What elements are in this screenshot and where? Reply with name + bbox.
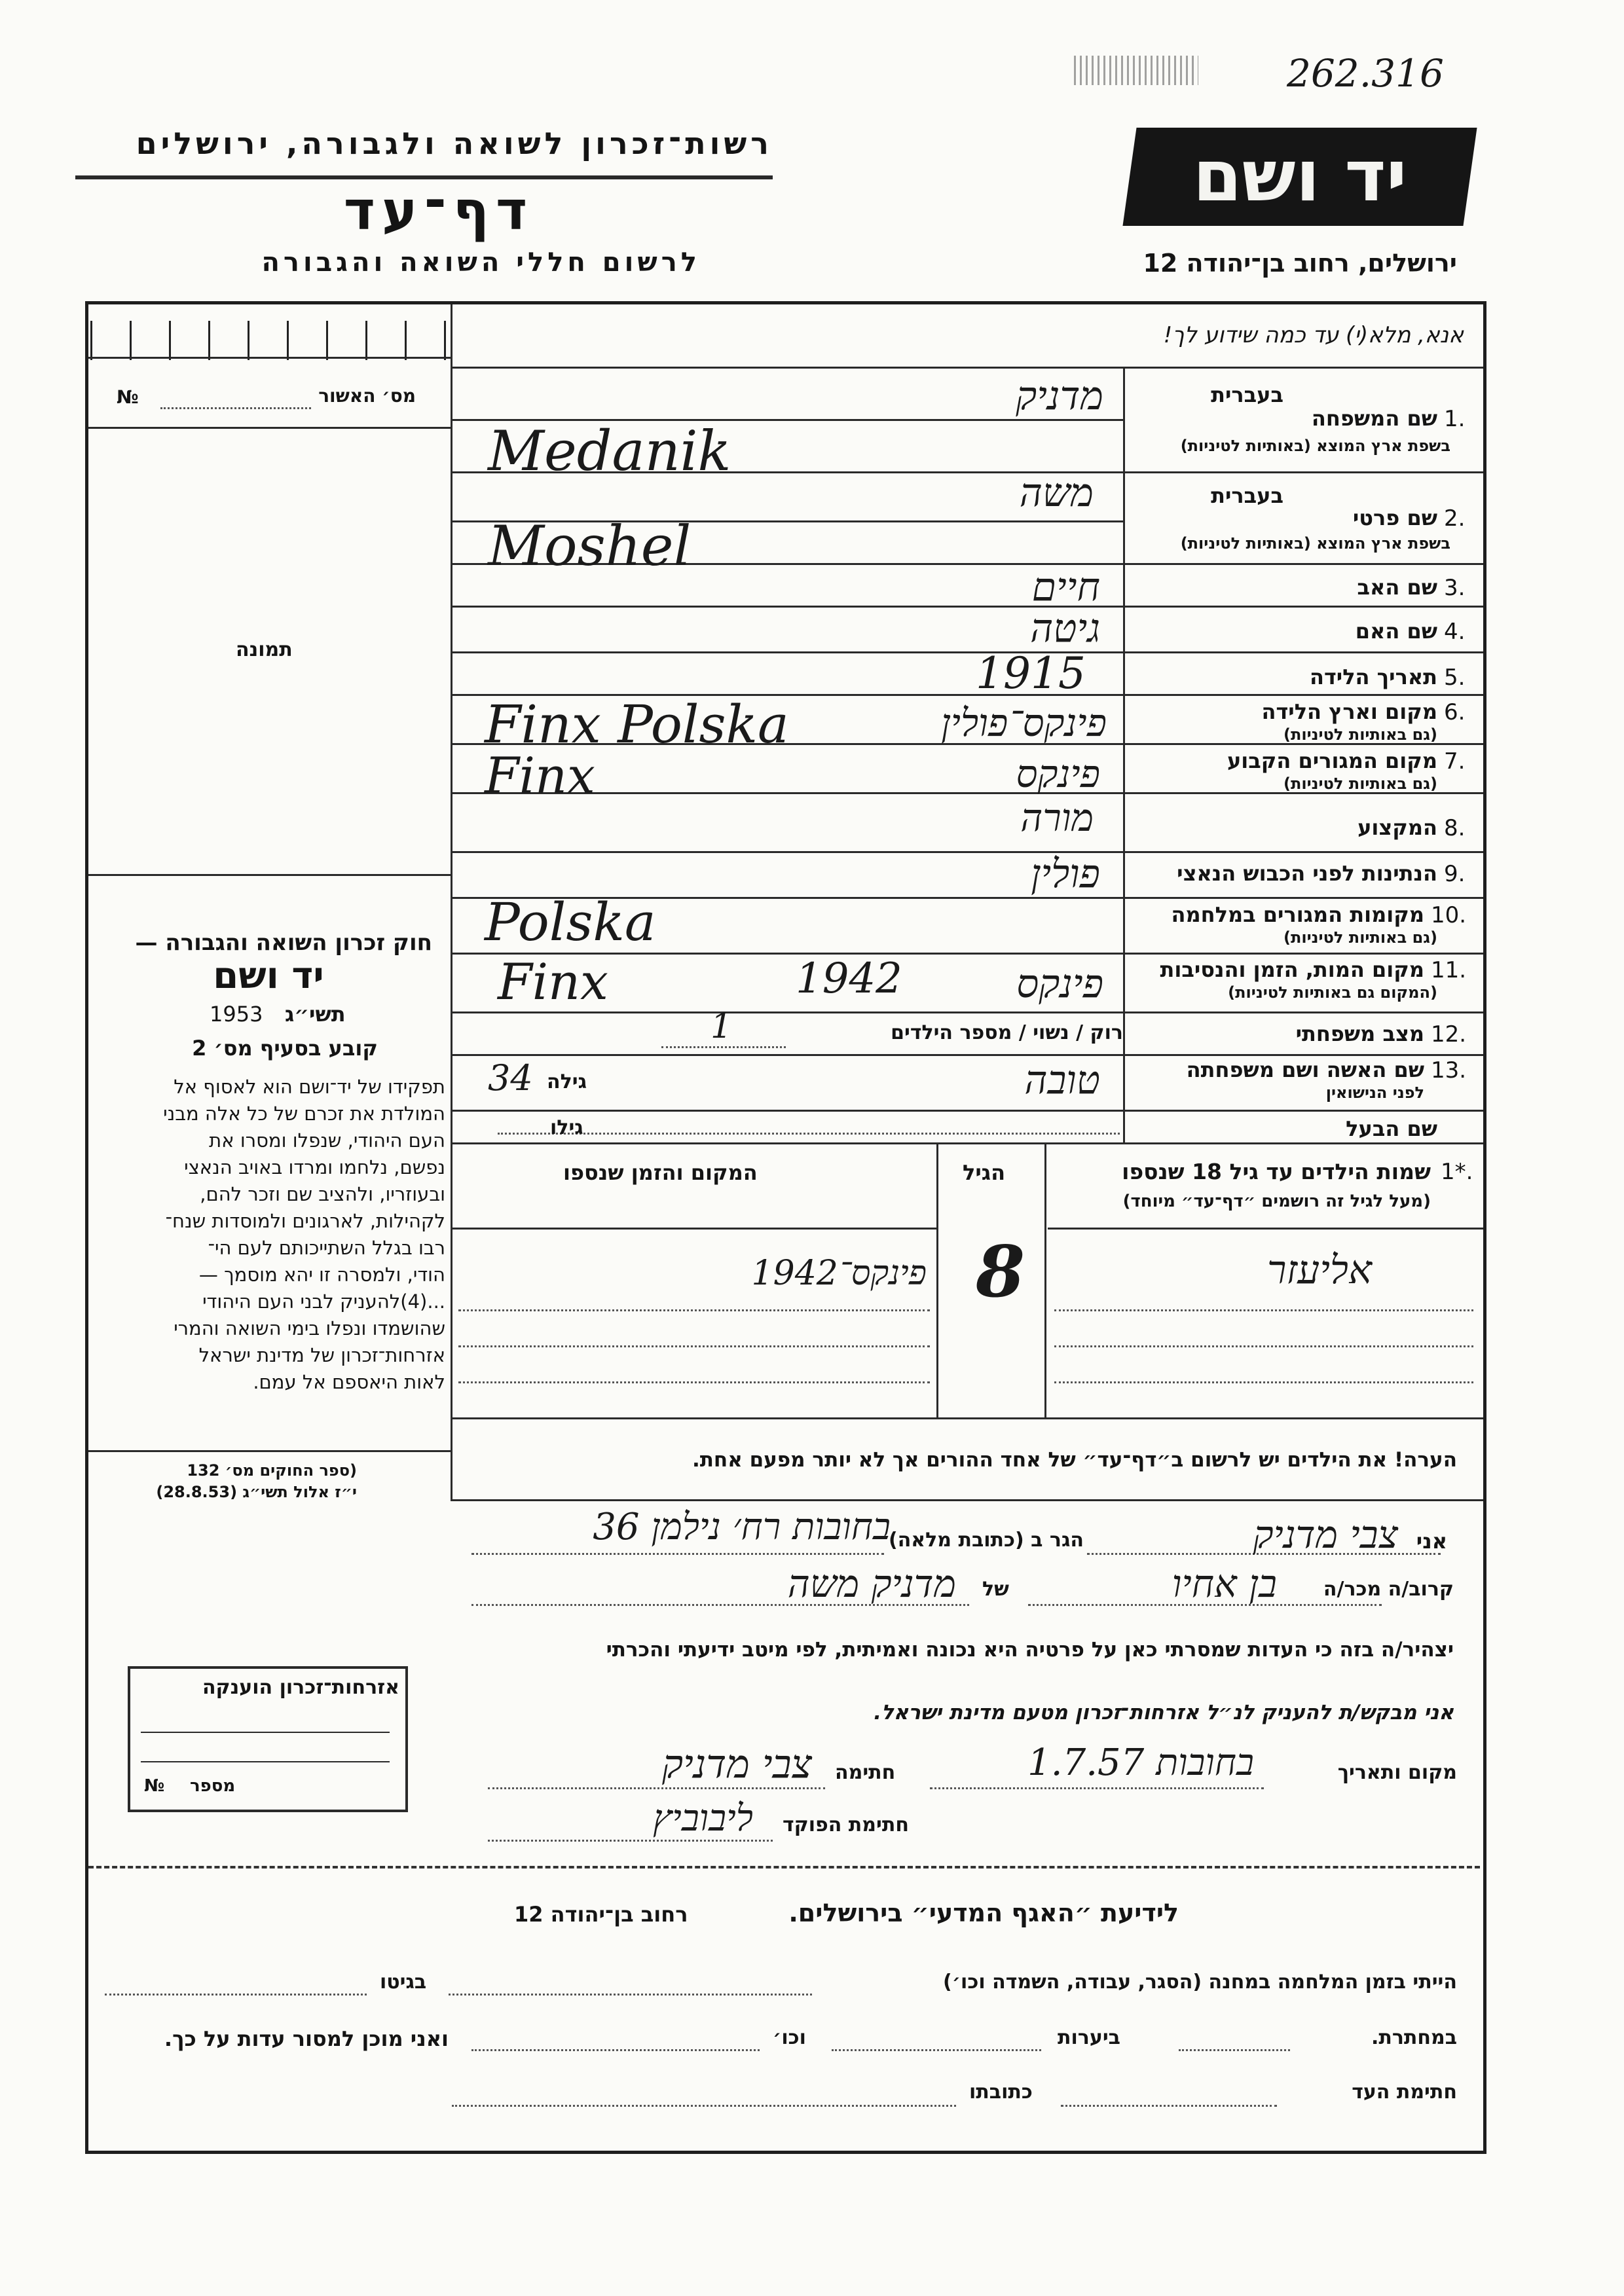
child-name: אליעזר xyxy=(1267,1247,1372,1293)
field-4-number: 4. xyxy=(1444,619,1466,645)
birthplace-hebrew: פינקס־פולין xyxy=(940,701,1107,745)
field-10-sub: (גם באותיות לטיניות) xyxy=(1283,928,1437,947)
law-line: תפקידו של יד־ושם הוא לאסוף אל xyxy=(174,1076,445,1098)
law-text xyxy=(92,1074,445,1396)
father-name: חיים xyxy=(1031,564,1100,610)
row-line xyxy=(452,1054,1483,1056)
death-place-hebrew: פינקס xyxy=(1016,961,1103,1007)
relative-label: קרוב/ה מכר/ה xyxy=(1323,1578,1454,1601)
divider xyxy=(88,874,452,876)
husband-line xyxy=(498,1133,1120,1135)
stamp-smudge xyxy=(1074,56,1198,85)
field-9-number: 9. xyxy=(1444,861,1466,887)
organization-address: ירושלים, רחוב בן־יהודה 12 xyxy=(1143,249,1457,278)
children-row-line xyxy=(452,1228,936,1230)
divider xyxy=(452,1499,1483,1501)
citizenship-line xyxy=(141,1732,390,1733)
bottom-line2-a: במחתרת. xyxy=(1371,2026,1457,2049)
wife-age-label: גילה xyxy=(547,1070,587,1093)
citizenship-title: אזרחות־זכרון הוענקה xyxy=(202,1676,399,1699)
law-line: המולדת את זכרם של כל אלה מבני xyxy=(163,1102,445,1125)
children-row-line xyxy=(458,1345,930,1347)
field-12-label: מצב משפחתי xyxy=(1295,1021,1424,1046)
child-place-time: פינקס־1942 xyxy=(751,1254,927,1293)
declarant-name: צבי מדניק xyxy=(1253,1512,1398,1557)
death-place-latin: Finx xyxy=(498,953,608,1011)
divider xyxy=(88,357,452,359)
field-5-number: 5. xyxy=(1444,665,1466,691)
bottom-divider xyxy=(88,1866,1480,1868)
field-8-label: המקצוע xyxy=(1357,815,1437,840)
field-7-label: מקום המגורים הקבוע xyxy=(1227,748,1437,773)
law-name: יד ושם xyxy=(213,955,324,997)
children-count: 1 xyxy=(710,1007,733,1046)
field-13-label: שם האשה ושם משפחתה xyxy=(1186,1057,1424,1082)
age-header: הגיל xyxy=(963,1160,1006,1185)
children-row-line xyxy=(1054,1309,1473,1311)
camp-line xyxy=(449,1994,812,1995)
bottom-line1-a: הייתי בזמן המלחמה במחנה (הסגר, עבודה, השמדה וכו׳) xyxy=(943,1971,1457,1994)
field-9-label: הנתינות לפני הכבוש הנאצי xyxy=(1177,861,1437,886)
form-subtitle: לרשום חללי השואה והגבורה xyxy=(261,247,701,278)
given-name-hebrew: משה xyxy=(1019,470,1094,516)
law-ref-1: (ספר החוקים מס׳ 132 xyxy=(187,1461,357,1480)
bottom-line2-d: ואני מוכן למסור עדות על כך. xyxy=(164,2026,449,2051)
field-3-label: שם האב xyxy=(1357,575,1437,600)
surname-hebrew: מדניק xyxy=(1016,373,1103,419)
children-row-line xyxy=(1054,1381,1473,1383)
children-subtitle: (מעל לגיל זה רושמים ״דף־עד״ מיוחד) xyxy=(1122,1192,1431,1211)
field-2-sub: בשפת ארץ המוצא (באותיות לטיניות) xyxy=(1180,534,1450,553)
surname-latin: Medanik xyxy=(488,419,731,483)
address-line xyxy=(471,1553,884,1555)
bottom-line2-b: ביערות xyxy=(1058,2026,1120,2049)
citizenship: פולין xyxy=(1031,851,1100,897)
bottom-address: רחוב בן־יהודה 12 xyxy=(514,1902,688,1927)
child-age: 8 xyxy=(976,1231,1025,1313)
approval-number-ticks xyxy=(90,321,449,360)
field-1-number: 1. xyxy=(1444,406,1466,432)
declarant-address: בחובות רח׳ נילמן 36 xyxy=(593,1506,891,1548)
birth-date: 1915 xyxy=(976,648,1086,699)
photo-label: תמונה xyxy=(236,638,293,661)
place-date-label: מקום ותאריך xyxy=(1337,1761,1457,1784)
logo-text: יד ושם xyxy=(1192,136,1407,217)
law-line: אזרחות־זכרון של מדינת ישראל xyxy=(198,1344,445,1366)
archive-number: 262.316 xyxy=(1287,51,1444,96)
wartime-residence-latin: Polska xyxy=(485,892,656,953)
field-11-label: מקום המות, הזמן והנסיבות xyxy=(1160,957,1424,982)
field-11-number: 11. xyxy=(1431,957,1467,983)
row-line xyxy=(452,851,1483,853)
wife-age: 34 xyxy=(488,1057,533,1099)
husband-age-label: גילו xyxy=(550,1116,583,1139)
yad-vashem-logo xyxy=(1122,128,1477,226)
hebrew-label-1: בעברית xyxy=(1211,382,1283,407)
field-2-number: 2. xyxy=(1444,505,1466,532)
signature-label: חתימה xyxy=(835,1761,896,1784)
field-6-label: מקום וארץ הלידה xyxy=(1261,699,1437,724)
children-row-line xyxy=(458,1309,930,1311)
row-line xyxy=(452,606,1483,608)
place-date-line xyxy=(930,1787,1264,1789)
children-count-line xyxy=(661,1046,786,1048)
death-year: 1942 xyxy=(796,955,902,1003)
profession: מורה xyxy=(1020,795,1094,840)
husband-label: שם הבעל xyxy=(1346,1116,1437,1141)
divider xyxy=(88,1450,452,1452)
field-1-sub: בשפת ארץ המוצא (באותיות לטיניות) xyxy=(1180,437,1450,455)
witness-address-label: כתובתו xyxy=(969,2081,1033,2104)
divider xyxy=(452,1142,1483,1144)
field-6-sub: (גם באותיות לטיניות) xyxy=(1283,725,1437,744)
row-line xyxy=(452,1110,1483,1112)
relation-of: מדניק משה xyxy=(787,1561,956,1606)
witness-signature-line xyxy=(1061,2105,1277,2107)
law-line: ובעוזריו, ולהציב שם וזכר להם, xyxy=(200,1183,445,1205)
divider xyxy=(452,1417,1483,1419)
citizenship-number-label: מספר xyxy=(190,1776,236,1796)
children-col-divider xyxy=(936,1142,938,1417)
divider xyxy=(452,367,1483,369)
bottom-line2-c: וכו׳ xyxy=(773,2026,806,2049)
underground-line xyxy=(1179,2049,1290,2051)
field-8-number: 8. xyxy=(1444,815,1466,841)
left-column-divider xyxy=(451,304,452,1450)
approval-line xyxy=(160,407,311,409)
mother-name: גיטה xyxy=(1030,606,1100,651)
field-13-number: 13. xyxy=(1431,1057,1467,1084)
witness-address-line xyxy=(452,2105,956,2107)
official-signature: ליבוביץ xyxy=(652,1797,753,1840)
row-line xyxy=(452,1011,1483,1013)
children-number: 1*. xyxy=(1441,1159,1473,1185)
birthplace-latin: Finx Polska xyxy=(485,694,789,755)
law-line: לקהילות, לארגונים ולמוסדות שנח־ xyxy=(165,1210,445,1232)
declare-text: יצהיר/ה בזה כי העדות שמסרתי כאן על פרטיה היא נכונה ואמיתית, לפי מיטב ידיעתי והכרתי xyxy=(606,1638,1454,1662)
residence-latin: Finx xyxy=(485,746,595,805)
ani-label: אני xyxy=(1416,1529,1447,1554)
law-ref-2: י״ז אלול תשי״ג (28.8.53) xyxy=(156,1483,357,1501)
field-3-number: 3. xyxy=(1444,575,1466,601)
resident-at-label: הגר ב (כתובת מלאה) xyxy=(888,1529,1084,1552)
children-row-line xyxy=(458,1381,930,1383)
label-column-divider xyxy=(1123,367,1125,1142)
signature-line xyxy=(488,1787,825,1789)
law-line: העם היהודי, שנפלו ומסרו את xyxy=(209,1129,445,1152)
law-clause: קובע בסעיף מס׳ 2 xyxy=(192,1036,378,1061)
law-line: הודי, ולמסרה זו יהא מוסמך — xyxy=(198,1264,445,1286)
field-13-sub: לפני הנישואין xyxy=(1325,1084,1424,1102)
children-row-line xyxy=(1048,1228,1483,1230)
field-6-number: 6. xyxy=(1444,699,1466,725)
citizenship-line xyxy=(141,1761,390,1762)
note-text: הערה! את הילדים יש לרשום ב״דף־עד״ של אחד ההורים אך לא יותר מפעם אחת. xyxy=(692,1448,1457,1472)
witness-signature-label: חתימת העד xyxy=(1352,2081,1457,2104)
bottom-line1-b: בגיטו xyxy=(380,1971,427,1994)
citizenship-no: № xyxy=(144,1776,165,1796)
law-line: לאות היאספם אל עמם. xyxy=(253,1371,445,1393)
field-1-label: שם המשפחה xyxy=(1311,406,1437,431)
field-7-sub: (גם באותיות לטיניות) xyxy=(1283,774,1437,793)
place-date: בחובות 1.7.57 xyxy=(1027,1741,1254,1784)
field-4-label: שם האם xyxy=(1355,619,1437,644)
official-signature-label: חתימת הפוקד xyxy=(783,1813,909,1836)
org-title-underline xyxy=(75,175,773,179)
marital-options: רוק / נשוי / מספר הילדים xyxy=(891,1021,1123,1044)
row-line xyxy=(452,651,1483,653)
bottom-title: לידיעת ״האגף המדעי״ בירושלים. xyxy=(788,1899,1179,1927)
divider xyxy=(88,427,452,429)
declarant-signature: צבי מדניק xyxy=(661,1741,812,1787)
forests-line xyxy=(832,2049,1041,2051)
approval-label: מס׳ האשור xyxy=(318,385,416,407)
relation: בן אחיו xyxy=(1172,1561,1277,1606)
field-10-label: מקומות המגורים במלחמה xyxy=(1171,902,1424,927)
children-title: שמות הילדים עד גיל 18 שנספו xyxy=(1122,1159,1431,1184)
law-title: חוק זכרון השואה והגבורה — xyxy=(135,930,432,956)
field-5-label: תאריך הלידה xyxy=(1309,665,1437,689)
approval-no: № xyxy=(117,386,139,408)
official-signature-line xyxy=(488,1840,773,1842)
wife-name: טובה xyxy=(1024,1057,1100,1103)
request-text: אני מבקש/ת להעניק לנ״ל אזרחות־זכרון מטעם מדינת ישראל. xyxy=(874,1701,1454,1724)
of-label: של xyxy=(982,1578,1009,1601)
ghetto-line xyxy=(105,1994,367,1995)
children-col-divider xyxy=(1044,1142,1046,1417)
field-2-label: שם פרטי xyxy=(1352,505,1437,530)
etc-line xyxy=(471,2049,760,2051)
law-year-hebrew: תשי״ג xyxy=(285,1002,346,1027)
divider xyxy=(451,1450,452,1501)
org-title: רשות־זכרון לשואה ולגבורה, ירושלים xyxy=(136,126,773,161)
law-line: נפשם, נלחמו ומרדו באויב הנאצי xyxy=(184,1156,445,1178)
hebrew-label-2: בעברית xyxy=(1211,483,1283,508)
field-10-number: 10. xyxy=(1431,902,1467,928)
law-year: 1953 xyxy=(210,1002,263,1027)
law-line: שהושמדו ונפלו בימי השואה והמרי xyxy=(174,1317,445,1339)
given-name-latin: Moshel xyxy=(488,514,692,578)
field-11-sub: (המקום גם באותיות לטיניות) xyxy=(1228,983,1437,1002)
children-row-line xyxy=(1054,1345,1473,1347)
form-title: דף־עד xyxy=(343,180,534,242)
instruction-text: אנא, מלא(י) עד כמה שידוע לך! xyxy=(1163,322,1464,348)
residence-hebrew: פינקס xyxy=(1016,752,1100,796)
field-7-number: 7. xyxy=(1444,748,1466,774)
law-line: רבו בגלל השתייכותם לעם הי־ xyxy=(208,1237,445,1259)
field-12-number: 12. xyxy=(1431,1021,1467,1048)
law-line: ...(4)להעניק לבני העם היהודי xyxy=(202,1290,445,1313)
place-header: המקום והזמן שנספו xyxy=(563,1160,758,1185)
